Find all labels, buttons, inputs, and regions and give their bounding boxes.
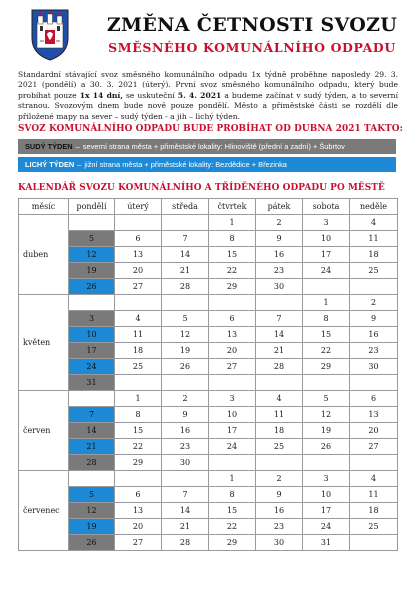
day-cell: 11 (256, 407, 303, 423)
table-row (19, 247, 398, 263)
column-header-0: měsíc (19, 199, 69, 215)
day-cell: 18 (115, 343, 162, 359)
column-header-6: sobota (303, 199, 350, 215)
table-row (19, 327, 398, 343)
day-cell: 14 (162, 247, 209, 263)
day-cell: 26 (162, 359, 209, 375)
table-row (19, 471, 398, 487)
day-cell: 10 (303, 487, 350, 503)
page-title: ZMĚNA ČETNOSTI SVOZU (106, 14, 398, 36)
day-cell: 7 (256, 311, 303, 327)
even-week-bar (18, 139, 396, 154)
day-cell (115, 215, 162, 231)
table-row (19, 311, 398, 327)
day-cell: 16 (256, 247, 303, 263)
day-cell: 27 (115, 279, 162, 295)
day-cell: 19 (162, 343, 209, 359)
day-cell (256, 295, 303, 311)
day-cell: 8 (209, 487, 256, 503)
table-row (19, 215, 398, 231)
monday-even-week-cell: 19 (69, 263, 115, 279)
day-cell: 11 (350, 231, 398, 247)
day-cell: 19 (303, 423, 350, 439)
day-cell: 28 (256, 359, 303, 375)
day-cell: 20 (115, 263, 162, 279)
day-cell: 3 (209, 391, 256, 407)
day-cell: 13 (350, 407, 398, 423)
column-header-5: pátek (256, 199, 303, 215)
table-row (19, 423, 398, 439)
monday-even-week-cell: 28 (69, 455, 115, 471)
intro-bold-2: 5. 4. 2021 (177, 90, 222, 100)
day-cell: 9 (350, 311, 398, 327)
even-week-text: severní strana města + přiměstské lokality: Hlinoviště (přední a zadní) + Šubrtov (82, 142, 345, 151)
day-cell (350, 455, 398, 471)
table-row (19, 503, 398, 519)
day-cell: 18 (256, 423, 303, 439)
monday-even-week-cell: 26 (69, 535, 115, 551)
day-cell: 17 (303, 247, 350, 263)
day-cell: 4 (350, 215, 398, 231)
day-cell: 29 (115, 455, 162, 471)
monday-odd-week-cell: 7 (69, 407, 115, 423)
day-cell: 30 (350, 359, 398, 375)
day-cell: 25 (350, 263, 398, 279)
month-cell: duben (19, 215, 69, 295)
day-cell: 22 (209, 519, 256, 535)
month-cell: červen (19, 391, 69, 471)
day-cell: 6 (115, 231, 162, 247)
day-cell (350, 375, 398, 391)
day-cell: 6 (350, 391, 398, 407)
day-cell: 24 (303, 263, 350, 279)
day-cell: 3 (303, 215, 350, 231)
day-cell: 2 (162, 391, 209, 407)
calendar-body (19, 215, 398, 551)
day-cell: 4 (350, 471, 398, 487)
monday-odd-week-cell: 21 (69, 439, 115, 455)
day-cell: 5 (303, 391, 350, 407)
day-cell: 3 (303, 471, 350, 487)
day-cell (350, 535, 398, 551)
day-cell: 13 (115, 503, 162, 519)
day-cell: 23 (350, 343, 398, 359)
day-cell: 30 (256, 535, 303, 551)
day-cell: 8 (115, 407, 162, 423)
day-cell: 21 (162, 519, 209, 535)
day-cell: 22 (209, 263, 256, 279)
table-row (19, 487, 398, 503)
day-cell: 10 (303, 231, 350, 247)
monday-odd-week-cell: 12 (69, 247, 115, 263)
day-cell: 30 (162, 455, 209, 471)
collection-calendar-table (18, 198, 398, 551)
monday-cell (69, 295, 115, 311)
day-cell: 12 (303, 407, 350, 423)
day-cell: 16 (350, 327, 398, 343)
day-cell: 20 (209, 343, 256, 359)
intro-text-1: Standardní stávající svoz směsného komunálního odpadu 1x týdně proběhne naposledy 29. 3. 2021 (pondělí) a 30. 3. 2021 (úterý). První svoz směsného komunálního odpadu, který bude probíhat pouze (18, 70, 398, 100)
day-cell: 11 (115, 327, 162, 343)
table-row (19, 295, 398, 311)
day-cell: 26 (303, 439, 350, 455)
day-cell: 25 (256, 439, 303, 455)
day-cell: 23 (256, 519, 303, 535)
monday-even-week-cell: 14 (69, 423, 115, 439)
day-cell (209, 295, 256, 311)
monday-cell (69, 391, 115, 407)
monday-even-week-cell: 17 (69, 343, 115, 359)
day-cell: 22 (115, 439, 162, 455)
day-cell: 18 (350, 247, 398, 263)
day-cell: 29 (209, 535, 256, 551)
day-cell: 7 (162, 487, 209, 503)
table-row (19, 407, 398, 423)
day-cell: 28 (162, 535, 209, 551)
day-cell: 9 (256, 487, 303, 503)
table-row (19, 231, 398, 247)
day-cell: 25 (350, 519, 398, 535)
monday-even-week-cell: 12 (69, 503, 115, 519)
day-cell: 24 (303, 519, 350, 535)
day-cell (303, 455, 350, 471)
day-cell: 27 (115, 535, 162, 551)
day-cell: 13 (209, 327, 256, 343)
day-cell: 5 (162, 311, 209, 327)
odd-week-bar (18, 157, 396, 172)
day-cell (303, 375, 350, 391)
day-cell: 22 (303, 343, 350, 359)
day-cell: 6 (115, 487, 162, 503)
column-header-1: pondělí (69, 199, 115, 215)
odd-week-label: LICHÝ TÝDEN (25, 160, 75, 169)
table-row (19, 375, 398, 391)
even-week-dash: – (75, 142, 80, 151)
day-cell: 21 (256, 343, 303, 359)
column-header-7: neděle (350, 199, 398, 215)
day-cell: 20 (115, 519, 162, 535)
monday-even-week-cell: 3 (69, 311, 115, 327)
table-row (19, 263, 398, 279)
even-week-label: SUDÝ TÝDEN (25, 142, 73, 151)
day-cell: 15 (209, 503, 256, 519)
page-subtitle: SMĚSNÉHO KOMUNÁLNÍHO ODPADU (108, 40, 396, 55)
day-cell (115, 375, 162, 391)
day-cell (162, 471, 209, 487)
day-cell: 23 (162, 439, 209, 455)
day-cell: 15 (209, 247, 256, 263)
monday-odd-week-cell: 19 (69, 519, 115, 535)
day-cell: 9 (162, 407, 209, 423)
city-coat-of-arms-icon (30, 8, 70, 62)
day-cell: 1 (115, 391, 162, 407)
day-cell: 9 (256, 231, 303, 247)
day-cell: 17 (209, 423, 256, 439)
day-cell: 1 (209, 215, 256, 231)
table-row (19, 439, 398, 455)
monday-odd-week-cell: 24 (69, 359, 115, 375)
day-cell: 4 (256, 391, 303, 407)
intro-bold-1: 1x 14 dní, (79, 90, 123, 100)
day-cell: 1 (303, 295, 350, 311)
day-cell (256, 375, 303, 391)
table-row (19, 455, 398, 471)
day-cell: 25 (115, 359, 162, 375)
day-cell (115, 295, 162, 311)
document-header (18, 8, 408, 66)
month-cell: květen (19, 295, 69, 391)
day-cell: 27 (209, 359, 256, 375)
column-header-2: úterý (115, 199, 162, 215)
day-cell: 30 (256, 279, 303, 295)
column-header-3: středa (162, 199, 209, 215)
calendar-header-row (19, 199, 398, 215)
day-cell: 12 (162, 327, 209, 343)
intro-text-2: se uskuteční (122, 90, 178, 100)
day-cell (256, 455, 303, 471)
day-cell: 15 (115, 423, 162, 439)
day-cell: 23 (256, 263, 303, 279)
intro-text-3: a budeme začínat v sudý týden, a to severní stranou. Svozovým dnem bude nově pouze pondělí. Město a přiměstské části se rozdělí dle přiložené mapy na sever – sudý týden - a jih – lichý týden. (18, 90, 399, 121)
table-row (19, 279, 398, 295)
monday-odd-week-cell: 26 (69, 279, 115, 295)
day-cell: 8 (303, 311, 350, 327)
monday-odd-week-cell: 10 (69, 327, 115, 343)
table-row (19, 359, 398, 375)
day-cell: 2 (256, 471, 303, 487)
table-row (19, 391, 398, 407)
month-cell: červenec (19, 471, 69, 551)
day-cell (350, 279, 398, 295)
day-cell: 8 (209, 231, 256, 247)
monday-even-week-cell: 31 (69, 375, 115, 391)
day-cell: 29 (303, 359, 350, 375)
day-cell: 14 (256, 327, 303, 343)
day-cell (162, 295, 209, 311)
day-cell: 24 (209, 439, 256, 455)
odd-week-text: jižní strana města + přiměstské lokality: Bezdědice + Březinka (84, 160, 287, 169)
day-cell: 16 (162, 423, 209, 439)
day-cell: 20 (350, 423, 398, 439)
table-row (19, 519, 398, 535)
day-cell: 10 (209, 407, 256, 423)
day-cell: 11 (350, 487, 398, 503)
day-cell: 16 (256, 503, 303, 519)
monday-cell (69, 471, 115, 487)
day-cell: 29 (209, 279, 256, 295)
day-cell: 18 (350, 503, 398, 519)
column-header-4: čtvrtek (209, 199, 256, 215)
day-cell: 15 (303, 327, 350, 343)
table-row (19, 343, 398, 359)
day-cell (162, 375, 209, 391)
day-cell (303, 279, 350, 295)
monday-even-week-cell: 5 (69, 231, 115, 247)
odd-week-dash: – (77, 160, 82, 169)
day-cell: 31 (303, 535, 350, 551)
day-cell: 27 (350, 439, 398, 455)
day-cell (209, 375, 256, 391)
calendar-heading: KALENDÁŘ SVOZU KOMUNÁLNÍHO A TŘÍDĚNÉHO ODPADU PO MĚSTĚ (18, 183, 385, 193)
day-cell: 7 (162, 231, 209, 247)
schedule-heading: SVOZ KOMUNÁLNÍHO ODPADU BUDE PROBÍHAT OD DUBNA 2021 TAKTO: (18, 124, 403, 134)
day-cell: 14 (162, 503, 209, 519)
monday-odd-week-cell: 5 (69, 487, 115, 503)
day-cell (162, 215, 209, 231)
day-cell: 17 (303, 503, 350, 519)
day-cell (115, 471, 162, 487)
day-cell: 2 (256, 215, 303, 231)
day-cell: 4 (115, 311, 162, 327)
table-row (19, 535, 398, 551)
day-cell: 1 (209, 471, 256, 487)
day-cell: 6 (209, 311, 256, 327)
day-cell: 21 (162, 263, 209, 279)
intro-paragraph (18, 70, 398, 122)
day-cell: 13 (115, 247, 162, 263)
day-cell: 2 (350, 295, 398, 311)
monday-cell (69, 215, 115, 231)
day-cell: 28 (162, 279, 209, 295)
day-cell (209, 455, 256, 471)
